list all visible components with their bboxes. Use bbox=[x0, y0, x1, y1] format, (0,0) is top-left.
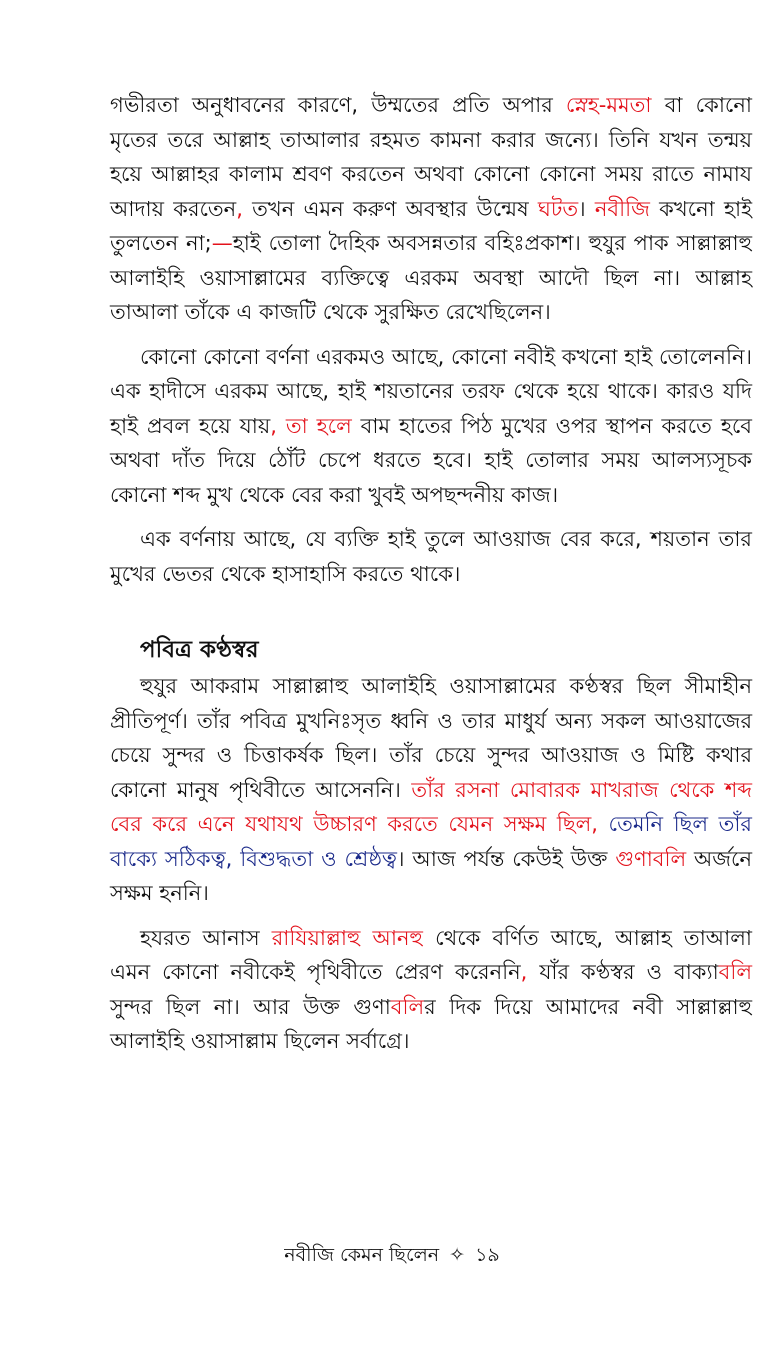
text-segment: র দিক দিয়ে আমাদের নবী সাল্লাল্লাহু আলাইহি ওয়াসাল্লাম ছিলেন সর্বাগ্রে। bbox=[110, 994, 752, 1053]
highlight-text: বলি bbox=[718, 960, 753, 984]
paragraph-4 bbox=[110, 669, 752, 911]
footer-book-title: নবীজি কেমন ছিলেন bbox=[284, 1244, 440, 1266]
text-segment: হাই তোলা দৈহিক অবসন্নতার বহিঃপ্রকাশ। হুযুর পাক সাল্লাল্লাহু আলাইহি ওয়াসাল্লামের ব্যক্তিত্বে এরকম অবস্থা আদৌ ছিল না। আল্লাহ তাআলা তাঁকে এ কাজটি থেকে সুরক্ষিত রেখেছিলেন। bbox=[110, 231, 752, 324]
highlight-text: তাঁর রসনা মোবারক মাখরাজ থেকে শব্দ বের করে এনে যথাযথ উচ্চারণ করতে যেমন সক্ষম ছিল, bbox=[110, 777, 752, 836]
section-heading: পবিত্র কণ্ঠস্বর bbox=[140, 637, 259, 663]
highlight-text: বলি bbox=[390, 994, 425, 1019]
highlight-text: গুণাবলি bbox=[615, 846, 687, 871]
diamond-icon: ✧ bbox=[449, 1244, 466, 1266]
text-segment: গভীরতা অনুধাবনের কারণে, উম্মতের প্রতি অপার bbox=[110, 93, 566, 117]
text-segment: । bbox=[578, 196, 595, 221]
highlight-text: রাযিয়াল্লাহু আনহু bbox=[271, 925, 423, 950]
text-segment: এক বর্ণনায় আছে, যে ব্যক্তি হাই তুলে আওয়াজ বের করে, শয়তান তার মুখের ভেতর থেকে হাসাহাসি করতে থাকে। bbox=[110, 527, 752, 586]
paragraph-2 bbox=[110, 340, 752, 513]
text-segment: যাঁর কণ্ঠস্বর ও বাক্যা bbox=[527, 960, 719, 984]
text-segment: তখন এমন করুণ অবস্থার উন্মেষ bbox=[242, 196, 538, 221]
paragraph-5 bbox=[110, 921, 752, 1059]
highlight-text: , তা হলে bbox=[270, 413, 352, 438]
text-segment: কখনো হাই তুলতেন না; bbox=[110, 196, 753, 255]
text-segment: কোনো কোনো বর্ণনা এরকমও আছে, কোনো নবীই কখনো হাই তোলেননি। এক হাদীসে এরকম আছে, হাই শয়তানের তরফ থেকে হয়ে থাকে। কারও যদি হাই প্রবল হয়ে যায় bbox=[110, 344, 752, 438]
text-segment: হুযুর আকরাম সাল্লাল্লাহু আলাইহি ওয়াসাল্লামের কণ্ঠস্বর ছিল সীমাহীন প্রীতিপূর্ণ। তাঁর পবিত্র মুখনিঃসৃত ধ্বনি ও তার মাধুর্য অন্য সকল আওয়াজের চেয়ে সুন্দর ও চিত্তাকর্ষক ছিল। তাঁর চেয়ে সুন্দর আওয়াজ ও মিষ্টি কথার কোনো মানুষ পৃথিবীতে আসেননি। bbox=[110, 674, 752, 802]
page-footer bbox=[0, 1240, 784, 1270]
text-segment: বা কোনো মৃতের তরে আল্লাহ তাআলার রহমত কামনা করার জন্যে। তিনি যখন তন্ময় হয়ে আল্লাহর কালাম শ্রবণ করতেন অথবা কোনো কোনো সময় রাতে নামায আদায় করতেন bbox=[110, 93, 752, 221]
highlight-text: স্নেহ-মমতা bbox=[565, 93, 652, 117]
highlight-text: ঘটত bbox=[537, 196, 579, 221]
text-segment: অর্জনে সক্ষম হননি। bbox=[110, 846, 752, 905]
page-body bbox=[110, 88, 752, 1059]
text-segment: হযরত আনাস bbox=[140, 925, 272, 950]
page-number: ১৯ bbox=[475, 1244, 500, 1266]
text-segment: বাম হাতের পিঠ মুখের ওপর স্থাপন করতে হবে অথবা দাঁত দিয়ে ঠোঁট চেপে ধরতে হবে। হাই তোলার সময় আলস্যসূচক কোনো শব্দ মুখ থেকে বের করা খুবই অপছন্দনীয় কাজ। bbox=[110, 413, 753, 507]
paragraph-1 bbox=[110, 88, 752, 330]
text-segment: থেকে বর্ণিত আছে, আল্লাহ তাআলা এমন কোনো নবীকেই পৃথিবীতে প্রেরণ করেননি bbox=[110, 925, 753, 984]
text-segment: সুন্দর ছিল না। আর উক্ত গুণা bbox=[110, 994, 391, 1019]
highlight-text: , bbox=[236, 196, 243, 221]
highlight-text: — bbox=[211, 231, 233, 255]
text-segment: । আজ পর্যন্ত কেউই উক্ত bbox=[396, 846, 616, 871]
paragraph-3 bbox=[110, 522, 752, 591]
highlight-text-navy: তেমনি ছিল তাঁর বাক্যে সঠিকত্ব, বিশুদ্ধতা ও শ্রেষ্ঠত্ব bbox=[110, 812, 752, 871]
highlight-text: , bbox=[520, 960, 528, 984]
highlight-text: নবীজি bbox=[594, 196, 650, 221]
